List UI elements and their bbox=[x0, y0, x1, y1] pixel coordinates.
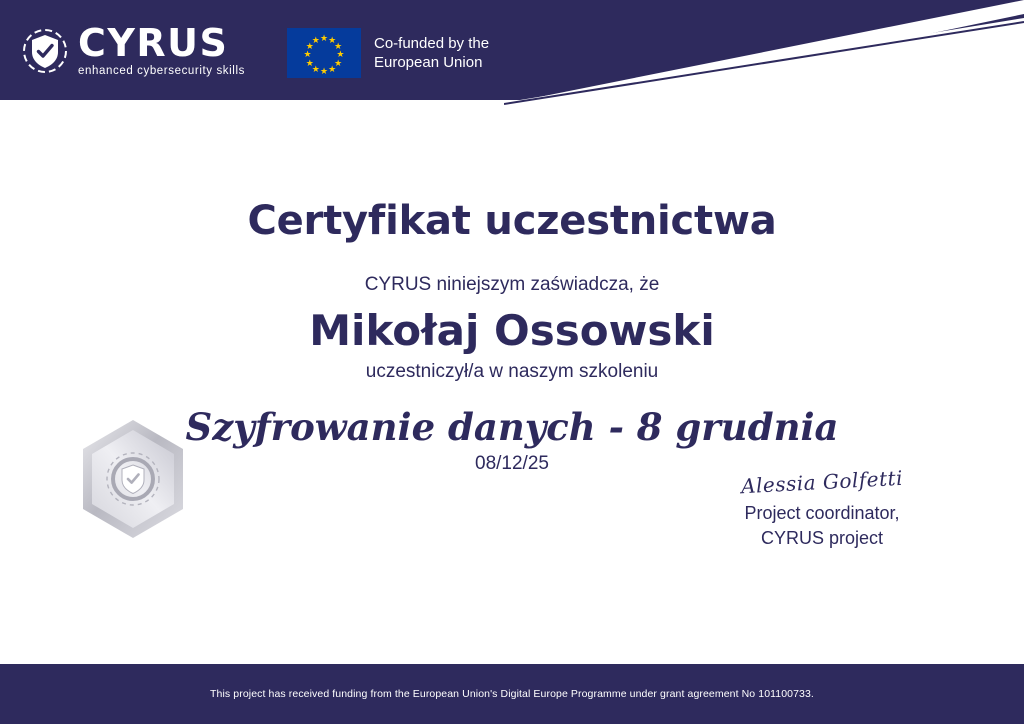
shield-check-gear-icon bbox=[22, 26, 68, 76]
participation-line: uczestniczył/a w naszym szkoleniu bbox=[365, 361, 659, 382]
certificate-header bbox=[0, 0, 1024, 118]
eu-caption-line-1: Co-funded by the bbox=[374, 35, 490, 52]
certificate-date: 08/12/25 bbox=[475, 453, 549, 474]
certificate-footer bbox=[0, 664, 1024, 724]
signature-role-line-1: Project coordinator, bbox=[744, 503, 900, 523]
hexagon-shield-badge-icon bbox=[78, 418, 188, 540]
recipient-name: Mikołaj Ossowski bbox=[309, 306, 715, 355]
eu-caption-line-2: European Union bbox=[374, 54, 483, 71]
cyrus-logo bbox=[22, 21, 245, 78]
signature-name: Alessia Golfetti bbox=[740, 465, 904, 499]
signature-role-line-2: CYRUS project bbox=[760, 528, 884, 548]
page-title: Certyfikat uczestnictwa bbox=[247, 198, 777, 244]
certificate-body bbox=[0, 118, 1024, 664]
eu-funding-block bbox=[287, 28, 489, 78]
footer-funding-note: This project has received funding from the European Union's Digital Europe Programme under grant agreement No 101100733. bbox=[210, 688, 814, 700]
signature-role bbox=[692, 501, 952, 551]
eu-funding-caption bbox=[374, 34, 489, 72]
course-title: Szyfrowanie danych - 8 grudnia bbox=[185, 405, 839, 449]
eu-flag-icon: ★ ★ ★ ★ ★ ★ ★ ★ ★ ★ ★ ★ bbox=[287, 28, 361, 78]
logo-wordmark: CYRUS bbox=[78, 21, 229, 65]
logo-tagline: enhanced cybersecurity skills bbox=[78, 65, 245, 77]
certificate-intro-text: CYRUS niniejszym zaświadcza, że bbox=[364, 274, 660, 295]
signature-block bbox=[692, 465, 952, 551]
